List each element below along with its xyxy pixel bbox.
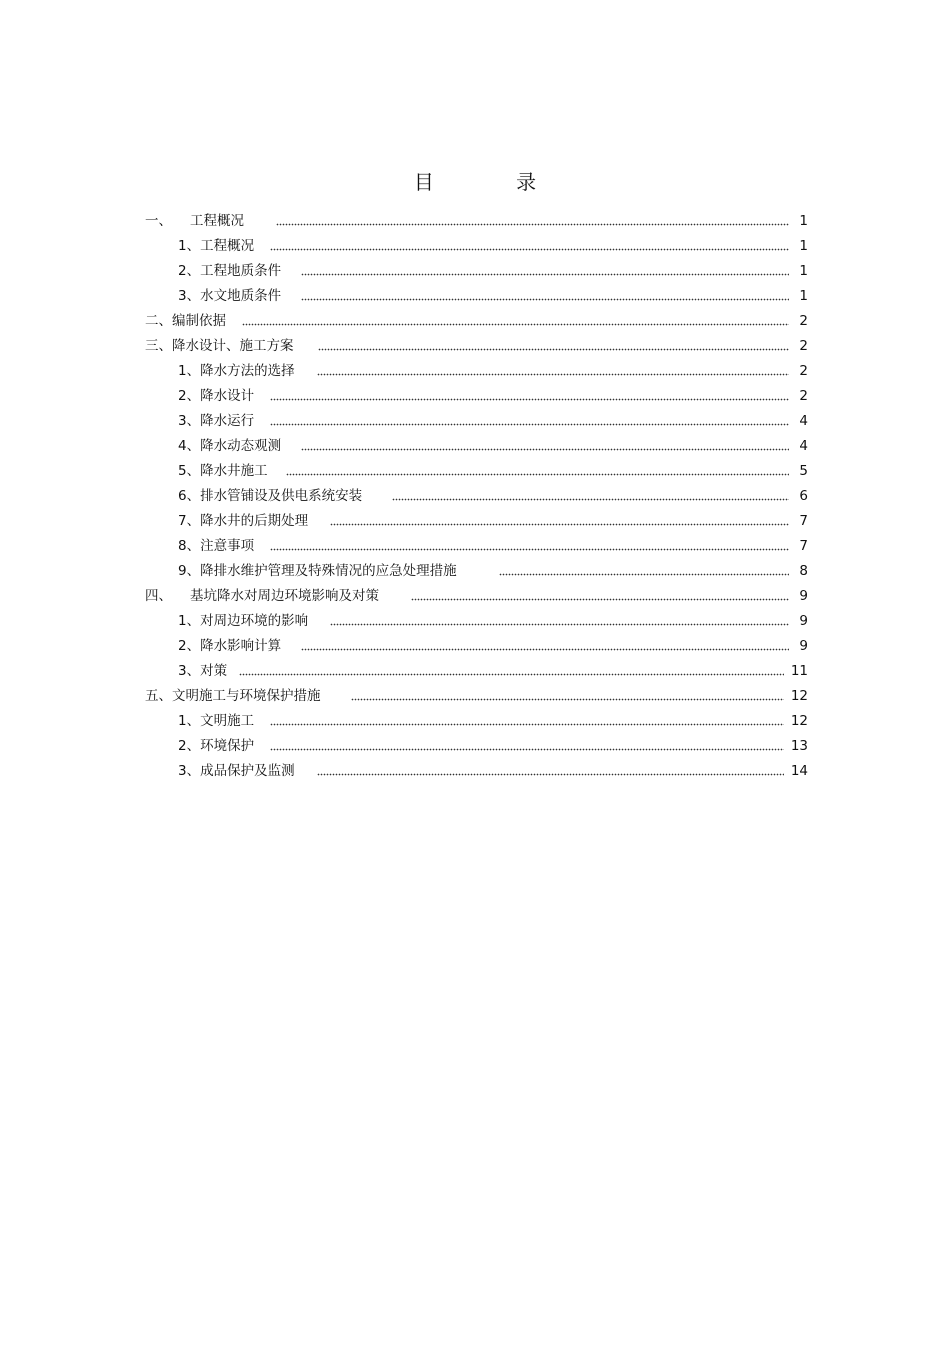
toc-entry-number: 1、 xyxy=(178,713,201,729)
toc-entry[interactable] xyxy=(145,455,808,480)
toc-entry-page: 13 xyxy=(790,738,808,754)
toc-entry-page: 2 xyxy=(799,338,808,354)
toc-entry[interactable] xyxy=(145,630,808,655)
toc-entry[interactable] xyxy=(145,280,808,305)
toc-entry[interactable] xyxy=(145,205,808,230)
toc-entry-number: 五、 xyxy=(145,688,172,704)
toc-entry-number: 1、 xyxy=(178,613,201,629)
toc-entry-page: 9 xyxy=(799,588,808,604)
toc-leader-dots xyxy=(392,498,789,501)
toc-entry-page: 11 xyxy=(790,663,808,679)
toc-leader-dots xyxy=(276,223,789,226)
toc-entry-page: 4 xyxy=(799,413,808,429)
toc-entry-page: 1 xyxy=(799,288,808,304)
toc-entry-label: 环境保护 xyxy=(200,738,255,754)
toc-entry-page: 2 xyxy=(799,313,808,329)
toc-entry[interactable] xyxy=(145,255,808,280)
toc-entry-label: 水文地质条件 xyxy=(200,288,282,304)
toc-entry-number: 四、 xyxy=(145,588,172,604)
toc-entry-label: 基坑降水对周边环境影响及对策 xyxy=(190,588,379,604)
toc-entry-label: 降水井施工 xyxy=(200,463,268,479)
toc-entry-label: 工程概况 xyxy=(190,213,244,229)
toc-entry-number: 3、 xyxy=(178,763,201,779)
toc-entry-label: 降水运行 xyxy=(200,413,255,429)
toc-leader-dots xyxy=(301,298,789,301)
toc-entry-number: 1、 xyxy=(178,363,201,379)
toc-leader-dots xyxy=(270,723,784,726)
toc-entry-page: 9 xyxy=(799,613,808,629)
toc-entry[interactable] xyxy=(145,530,808,555)
toc-entry[interactable] xyxy=(145,655,808,680)
toc-entry-page: 12 xyxy=(790,688,808,704)
toc-entry-page: 2 xyxy=(799,363,808,379)
toc-entry[interactable] xyxy=(145,730,808,755)
toc-leader-dots xyxy=(286,473,789,476)
toc-leader-dots xyxy=(301,648,789,651)
toc-entry-number: 3、 xyxy=(178,663,201,679)
toc-entry-number: 2、 xyxy=(178,638,201,654)
toc-leader-dots xyxy=(301,448,789,451)
toc-leader-dots xyxy=(242,323,789,326)
table-of-contents xyxy=(145,205,808,780)
toc-entry[interactable] xyxy=(145,355,808,380)
toc-entry-number: 4、 xyxy=(178,438,201,454)
toc-entry-page: 12 xyxy=(790,713,808,729)
toc-entry-page: 14 xyxy=(790,763,808,779)
toc-entry[interactable] xyxy=(145,330,808,355)
toc-entry-label: 降水影响计算 xyxy=(200,638,282,654)
toc-entry[interactable] xyxy=(145,605,808,630)
toc-leader-dots xyxy=(499,573,789,576)
toc-entry-label: 成品保护及监测 xyxy=(200,763,295,779)
toc-entry-page: 8 xyxy=(799,563,808,579)
toc-entry[interactable] xyxy=(145,305,808,330)
toc-entry[interactable] xyxy=(145,430,808,455)
toc-entry-page: 7 xyxy=(799,538,808,554)
toc-entry-label: 工程地质条件 xyxy=(200,263,282,279)
toc-entry[interactable] xyxy=(145,505,808,530)
toc-entry[interactable] xyxy=(145,380,808,405)
toc-entry-number: 9、 xyxy=(178,563,201,579)
toc-entry-label: 降排水维护管理及特殊情况的应急处理措施 xyxy=(200,563,457,579)
toc-entry-page: 5 xyxy=(799,463,808,479)
toc-entry-label: 降水设计 xyxy=(200,388,255,404)
toc-entry[interactable] xyxy=(145,680,808,705)
toc-entry-label: 文明施工 xyxy=(200,713,255,729)
toc-entry-label: 对策 xyxy=(200,663,228,679)
toc-entry-page: 7 xyxy=(799,513,808,529)
toc-leader-dots xyxy=(270,248,789,251)
toc-entry[interactable] xyxy=(145,555,808,580)
toc-entry-number: 7、 xyxy=(178,513,201,529)
toc-entry-number: 6、 xyxy=(178,488,201,504)
toc-entry-number: 3、 xyxy=(178,413,201,429)
toc-leader-dots xyxy=(270,423,789,426)
toc-entry-page: 1 xyxy=(799,238,808,254)
toc-leader-dots xyxy=(330,523,789,526)
toc-entry-number: 2、 xyxy=(178,738,201,754)
toc-entry-page: 4 xyxy=(799,438,808,454)
toc-entry-number: 三、 xyxy=(145,338,172,354)
toc-leader-dots xyxy=(317,773,784,776)
toc-leader-dots xyxy=(351,698,784,701)
toc-entry-number: 2、 xyxy=(178,263,201,279)
toc-entry-number: 5、 xyxy=(178,463,201,479)
toc-leader-dots xyxy=(270,548,789,551)
toc-entry-label: 排水管铺设及供电系统安装 xyxy=(200,488,363,504)
toc-leader-dots xyxy=(270,398,789,401)
toc-entry-number: 2、 xyxy=(178,388,201,404)
toc-entry[interactable] xyxy=(145,755,808,780)
toc-entry[interactable] xyxy=(145,480,808,505)
toc-title: 目 录 xyxy=(413,170,575,194)
toc-entry[interactable] xyxy=(145,230,808,255)
toc-entry-label: 降水方法的选择 xyxy=(200,363,295,379)
toc-entry-number: 1、 xyxy=(178,238,201,254)
toc-entry-label: 编制依据 xyxy=(172,313,226,329)
toc-entry-number: 8、 xyxy=(178,538,201,554)
toc-leader-dots xyxy=(411,598,789,601)
toc-leader-dots xyxy=(239,673,784,676)
toc-entry[interactable] xyxy=(145,580,808,605)
toc-entry-label: 注意事项 xyxy=(200,538,255,554)
toc-entry-label: 降水设计、施工方案 xyxy=(172,338,294,354)
toc-entry-page: 9 xyxy=(799,638,808,654)
toc-leader-dots xyxy=(318,348,790,351)
toc-leader-dots xyxy=(330,623,789,626)
toc-entry-page: 1 xyxy=(799,263,808,279)
toc-entry-label: 降水井的后期处理 xyxy=(200,513,309,529)
toc-leader-dots xyxy=(317,373,789,376)
toc-entry-label: 降水动态观测 xyxy=(200,438,282,454)
toc-entry-page: 6 xyxy=(799,488,808,504)
toc-entry-label: 文明施工与环境保护措施 xyxy=(172,688,321,704)
toc-entry-number: 一、 xyxy=(145,213,172,229)
toc-entry-label: 工程概况 xyxy=(200,238,255,254)
toc-entry-number: 二、 xyxy=(145,313,172,329)
toc-entry[interactable] xyxy=(145,405,808,430)
toc-entry-page: 2 xyxy=(799,388,808,404)
toc-leader-dots xyxy=(270,748,784,751)
toc-leader-dots xyxy=(301,273,789,276)
toc-entry-label: 对周边环境的影响 xyxy=(200,613,309,629)
toc-entry[interactable] xyxy=(145,705,808,730)
toc-entry-number: 3、 xyxy=(178,288,201,304)
toc-entry-page: 1 xyxy=(799,213,808,229)
